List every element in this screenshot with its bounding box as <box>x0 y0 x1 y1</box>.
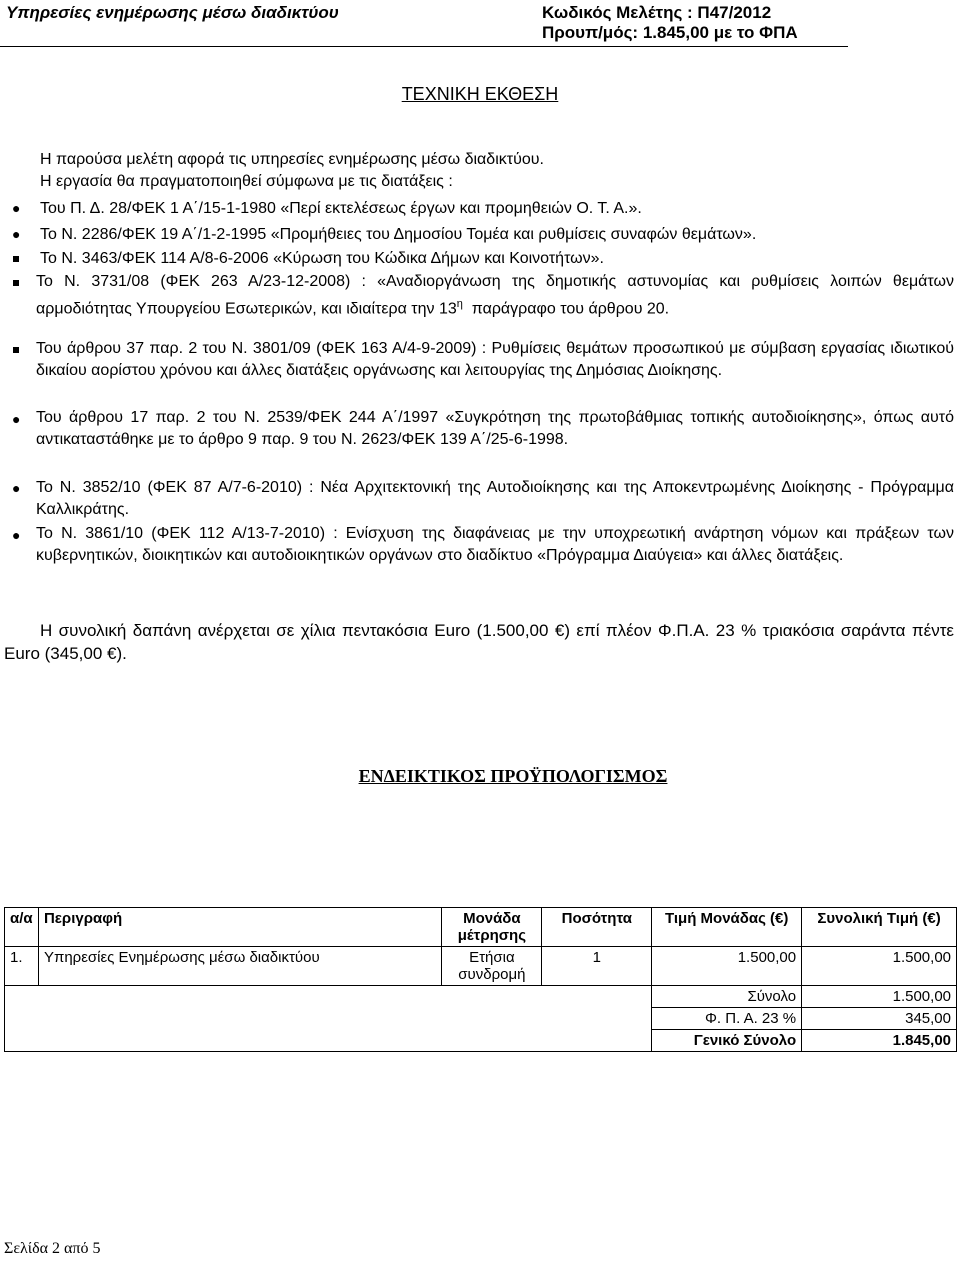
col-header-index: α/α <box>5 908 39 947</box>
intro-line-2: Η εργασία θα πραγματοποιηθεί σύμφωνα με τις διατάξεις : <box>40 173 453 190</box>
header-rule <box>0 46 848 47</box>
col-header-total: Συνολική Τιμή (€) <box>802 908 957 947</box>
cell-total: 1.500,00 <box>802 947 957 986</box>
law-item-4-tail: παράγραφο του άρθρου 20. <box>471 300 670 318</box>
bullet-dot-icon: ● <box>12 480 21 496</box>
law-item-4 <box>36 271 954 320</box>
law-item-6: Του άρθρου 17 παρ. 2 του Ν. 2539/ΦΕΚ 244 Α΄/1997 «Συγκρότηση της πρωτοβάθμιας τοπικής αυτοδιοίκησης», όπως αυτό αντικαταστάθηκε με το άρθρο 9 παρ. 9 του Ν. 2623/ΦΕΚ 139 Α΄/25-6-1998. <box>36 409 954 448</box>
table-row <box>5 947 957 986</box>
cell-description: Υπηρεσίες Ενημέρωσης μέσω διαδικτύου <box>38 947 441 986</box>
bullet-dot-icon: ● <box>12 527 21 543</box>
law-item-8: Το Ν. 3861/10 (ΦΕΚ 112 Α/13-7-2010) : Ενίσχυση της διαφάνειας με την υποχρεωτική ανάρτηση νόμων και πράξεων των κυβερνητικών, διοικητικών και αυτοδιοικητικών οργάνων στο διαδίκτυο «Πρόγραμμα Διαύγεια» και άλλες διατάξεις. <box>36 525 954 564</box>
budget-table <box>4 907 957 1052</box>
col-header-quantity: Ποσότητα <box>542 908 652 947</box>
page-footer: Σελίδα 2 από 5 <box>4 1240 101 1257</box>
law-item-2: Το Ν. 2286/ΦΕΚ 19 Α΄/1-2-1995 «Προμήθειες του Δημοσίου Τομέα και ρυθμίσεις συναφών θεμάτων». <box>40 226 757 243</box>
subtotal-value: 1.500,00 <box>802 986 957 1008</box>
law-item-4-superscript: η <box>456 298 463 310</box>
cost-paragraph: Η συνολική δαπάνη ανέρχεται σε χίλια πεντακόσια Euro (1.500,00 €) επί πλέον Φ.Π.Α. 23 % τριακόσια σαράντα πέντε Euro (345,00 €). <box>4 621 954 663</box>
vat-label: Φ. Π. Α. 23 % <box>652 1008 802 1030</box>
cell-unit: Ετήσια συνδρομή <box>442 947 542 986</box>
bullet-square-icon <box>13 280 19 286</box>
grand-total-row <box>5 1030 957 1052</box>
vat-value: 345,00 <box>802 1008 957 1030</box>
cell-index: 1. <box>5 947 39 986</box>
law-item-3: Το Ν. 3463/ΦΕΚ 114 Α/8-6-2006 «Κύρωση του Κώδικα Δήμων και Κοινοτήτων». <box>40 250 604 267</box>
subtotal-label: Σύνολο <box>652 986 802 1008</box>
bullet-dot-icon: ● <box>12 411 21 427</box>
vat-row <box>5 1008 957 1030</box>
law-item-1: Του Π. Δ. 28/ΦΕΚ 1 Α΄/15-1-1980 «Περί εκτελέσεως έργων και προμηθειών Ο. Τ. Α.». <box>40 200 642 217</box>
header-budget: Προυπ/μός: 1.845,00 με το ΦΠΑ <box>542 23 798 42</box>
header-study-code: Κωδικός Μελέτης : Π47/2012 <box>542 3 772 22</box>
grand-total-label: Γενικό Σύνολο <box>652 1030 802 1052</box>
bullet-square-icon <box>13 256 19 262</box>
cell-unit-price: 1.500,00 <box>652 947 802 986</box>
col-header-unit-price: Τιμή Μονάδας (€) <box>652 908 802 947</box>
budget-title: ΕΝΔΕΙΚΤΙΚΟΣ ΠΡΟΫΠΟΛΟΓΙΣΜΟΣ <box>358 766 668 786</box>
intro-line-1: Η παρούσα μελέτη αφορά τις υπηρεσίες ενημέρωσης μέσω διαδικτύου. <box>40 151 544 168</box>
bullet-dot-icon: ● <box>12 226 21 242</box>
col-header-unit: Μονάδα μέτρησης <box>442 908 542 947</box>
law-item-4-text: Το Ν. 3731/08 (ΦΕΚ 263 Α/23-12-2008) : «Αναδιοργάνωση της δημοτικής αστυνομίας και ρυθμίσεις λοιπών θεμάτων αρμοδιότητας Υπουργείου Εσωτερικών, και ιδιαίτερα την 13 <box>36 273 954 318</box>
header-document-title: Υπηρεσίες ενημέρωσης μέσω διαδικτύου <box>6 3 339 22</box>
grand-total-value: 1.845,00 <box>802 1030 957 1052</box>
table-header-row <box>5 908 957 947</box>
bullet-dot-icon: ● <box>12 200 21 216</box>
col-header-description: Περιγραφή <box>38 908 441 947</box>
page-title: ΤΕΧΝΙΚΗ ΕΚΘΕΣΗ <box>401 84 559 104</box>
law-item-5: Του άρθρου 37 παρ. 2 του Ν. 3801/09 (ΦΕΚ 163 Α/4-9-2009) : Ρυθμίσεις θεμάτων προσωπικού με σύμβαση εργασίας ιδιωτικού δικαίου αορίστου χρόνου και άλλες διατάξεις οργάνωσης και λειτουργίας της Δημόσιας Διοίκησης. <box>36 340 954 379</box>
subtotal-row <box>5 986 957 1008</box>
cell-quantity: 1 <box>542 947 652 986</box>
law-item-7: Το Ν. 3852/10 (ΦΕΚ 87 Α/7-6-2010) : Νέα Αρχιτεκτονική της Αυτοδιοίκησης και της Αποκεντρωμένης Διοίκησης - Πρόγραμμα Καλλικράτης. <box>36 479 954 518</box>
bullet-square-icon <box>13 347 19 353</box>
